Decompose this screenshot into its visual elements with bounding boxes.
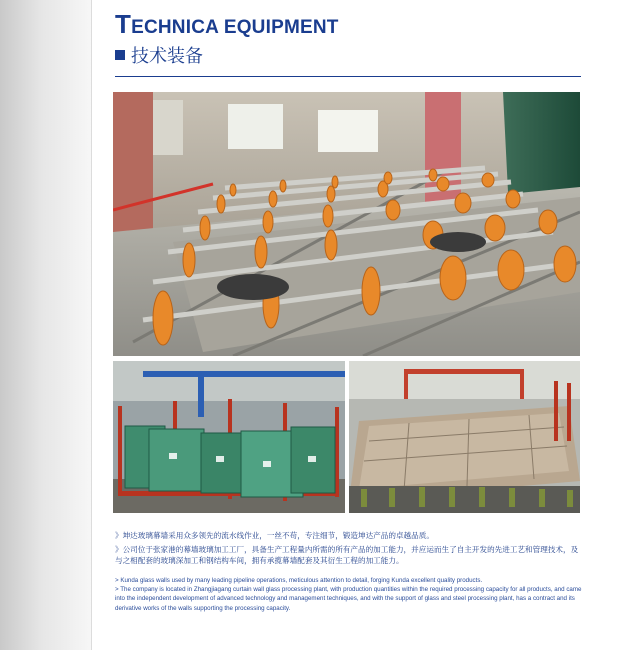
header-divider <box>115 76 581 77</box>
page-subtitle: 技术装备 <box>131 46 203 67</box>
production-line-illustration <box>113 92 580 356</box>
section-header <box>115 9 339 68</box>
description-text <box>115 530 583 613</box>
en-paragraph-2: > The company is located in Zhangjiagang curtain wall glass processing plant, with production quantities within the required processing capacity for all products, and came into the independent development of advanced technology and management techniques, and with the support of glass and steel processing plant, has a contract and its derivative works of the walls supporting the processing capacity. <box>115 585 582 612</box>
subtitle-row <box>115 42 339 68</box>
photo-production-line <box>113 92 580 356</box>
title-initial: T <box>115 9 132 39</box>
cutting-table-illustration <box>349 361 580 513</box>
en-paragraph-1: > Kunda glass walls used by many leading pipeline operations, meticulous attention to detail, forging Kunda excellent quality products. <box>115 576 483 584</box>
photo-glass-stacks <box>113 361 345 513</box>
cn-paragraph-2: 》公司位于张家港的幕墙玻璃加工工厂，具备生产工程量内所需的所有产品的加工能力，并应运而生了自主开发的先进工艺和管理技术，及与之相配套的玻璃深加工和钢结构车间，拥有承揽幕墙配套及其衍生工程的加工能力。 <box>115 544 579 565</box>
en-text-block <box>115 576 583 614</box>
page-title <box>115 9 339 39</box>
page-edge-shadow <box>0 0 92 650</box>
square-bullet-icon <box>115 50 125 60</box>
photo-cutting-table <box>349 361 580 513</box>
glass-stacks-illustration <box>113 361 345 513</box>
cn-paragraph-1: 》坤达玻璃幕墙采用众多领先的流水线作业，一丝不苟，专注细节，锻造坤达产品的卓越品质。 <box>115 531 434 540</box>
title-rest: ECHNICA EQUIPMENT <box>131 17 339 38</box>
